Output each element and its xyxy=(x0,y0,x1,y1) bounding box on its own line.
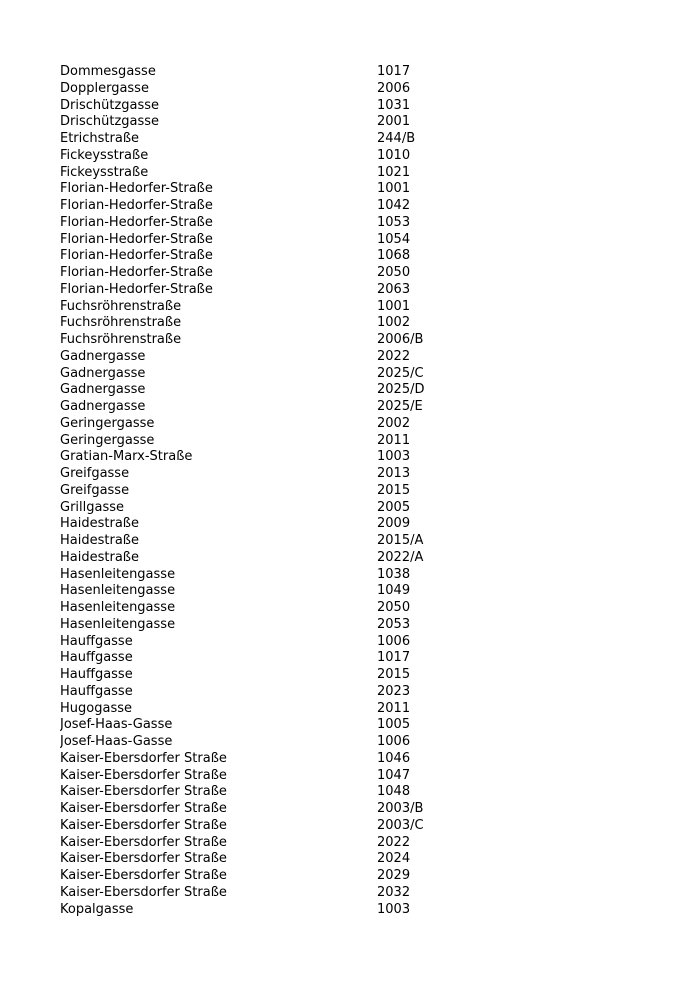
house-number-cell: 1021 xyxy=(377,164,411,180)
table-row xyxy=(60,349,660,366)
street-name-cell: Gratian-Marx-Straße xyxy=(60,449,193,465)
table-row xyxy=(60,165,660,182)
street-name-cell: Haidestraße xyxy=(60,516,139,532)
street-name-cell: Haidestraße xyxy=(60,533,139,548)
table-row xyxy=(60,902,660,919)
street-name-cell: Gadnergasse xyxy=(60,365,146,381)
table-row xyxy=(60,851,660,868)
house-number-cell: 2022 xyxy=(377,348,411,364)
street-name-cell: Fuchsröhrenstraße xyxy=(60,315,182,331)
table-row xyxy=(60,215,660,232)
house-number-cell: 2015 xyxy=(377,482,411,498)
street-name-cell: Hauffgasse xyxy=(60,667,133,682)
table-row xyxy=(60,717,660,734)
table-row xyxy=(60,634,660,651)
street-name-cell: Kaiser-Ebersdorfer Straße xyxy=(60,817,227,833)
table-row xyxy=(60,885,660,902)
table-row xyxy=(60,433,660,450)
house-number-cell: 1006 xyxy=(377,633,411,649)
street-name-cell: Kaiser-Ebersdorfer Straße xyxy=(60,784,227,800)
house-number-cell: 1017 xyxy=(377,64,411,79)
house-number-cell: 1049 xyxy=(377,583,411,599)
house-number-cell: 2032 xyxy=(377,884,411,900)
house-number-cell: 2006/B xyxy=(377,332,424,347)
table-row xyxy=(60,751,660,768)
table-row xyxy=(60,550,660,567)
house-number-cell: 1042 xyxy=(377,198,411,213)
table-row xyxy=(60,449,660,466)
street-name-cell: Kaiser-Ebersdorfer Straße xyxy=(60,750,227,766)
table-row xyxy=(60,181,660,198)
house-number-cell: 244/B xyxy=(377,131,416,146)
table-row xyxy=(60,315,660,332)
table-row xyxy=(60,516,660,533)
street-name-cell: Kaiser-Ebersdorfer Straße xyxy=(60,834,227,850)
house-number-cell: 2002 xyxy=(377,415,411,431)
table-row xyxy=(60,835,660,852)
house-number-cell: 1002 xyxy=(377,315,411,331)
house-number-cell: 1006 xyxy=(377,734,411,749)
table-row xyxy=(60,583,660,600)
house-number-cell: 1001 xyxy=(377,298,411,314)
street-name-cell: Florian-Hedorfer-Straße xyxy=(60,181,213,197)
street-name-cell: Geringergasse xyxy=(60,415,155,431)
table-row xyxy=(60,282,660,299)
table-row xyxy=(60,483,660,500)
table-row xyxy=(60,382,660,399)
street-name-cell: Greifgasse xyxy=(60,466,130,481)
house-number-cell: 2025/E xyxy=(377,399,423,414)
street-name-cell: Fickeysstraße xyxy=(60,164,149,180)
house-number-cell: 1048 xyxy=(377,784,411,800)
street-name-cell: Hasenleitengasse xyxy=(60,616,176,632)
house-number-cell: 2025/D xyxy=(377,382,425,398)
house-number-cell: 2015/A xyxy=(377,533,424,548)
table-row xyxy=(60,299,660,316)
table-row xyxy=(60,81,660,98)
table-row xyxy=(60,265,660,282)
street-name-cell: Geringergasse xyxy=(60,432,155,448)
house-number-cell: 2029 xyxy=(377,868,411,883)
street-name-cell: Hasenleitengasse xyxy=(60,600,176,615)
street-name-cell: Fickeysstraße xyxy=(60,147,149,163)
street-name-cell: Drischützgasse xyxy=(60,114,160,130)
house-number-cell: 1003 xyxy=(377,449,411,465)
house-number-cell: 1005 xyxy=(377,717,411,733)
street-name-cell: Gadnergasse xyxy=(60,399,146,414)
street-name-cell: Hasenleitengasse xyxy=(60,566,176,582)
table-row xyxy=(60,399,660,416)
house-number-cell: 1031 xyxy=(377,97,411,113)
street-name-cell: Hauffgasse xyxy=(60,683,133,699)
table-row xyxy=(60,701,660,718)
table-row xyxy=(60,366,660,383)
street-name-cell: Florian-Hedorfer-Straße xyxy=(60,281,213,297)
table-row xyxy=(60,734,660,751)
house-number-cell: 2005 xyxy=(377,499,411,515)
street-name-cell: Florian-Hedorfer-Straße xyxy=(60,265,213,280)
table-row xyxy=(60,500,660,517)
street-name-cell: Etrichstraße xyxy=(60,131,140,146)
street-name-cell: Kaiser-Ebersdorfer Straße xyxy=(60,868,227,883)
house-number-cell: 2022/A xyxy=(377,549,424,565)
house-number-cell: 2003/B xyxy=(377,801,424,816)
street-name-cell: Josef-Haas-Gasse xyxy=(60,717,173,733)
house-number-cell: 1054 xyxy=(377,231,411,247)
street-name-cell: Hasenleitengasse xyxy=(60,583,176,599)
house-number-cell: 2053 xyxy=(377,616,411,632)
street-name-cell: Grillgasse xyxy=(60,499,125,515)
house-number-cell: 2011 xyxy=(377,432,411,448)
street-name-cell: Fuchsröhrenstraße xyxy=(60,332,182,347)
house-number-cell: 1047 xyxy=(377,767,411,783)
street-name-cell: Hauffgasse xyxy=(60,650,133,666)
table-row xyxy=(60,416,660,433)
street-name-cell: Florian-Hedorfer-Straße xyxy=(60,248,213,264)
table-row xyxy=(60,617,660,634)
house-number-cell: 2025/C xyxy=(377,365,424,381)
house-number-cell: 2009 xyxy=(377,516,411,532)
house-number-cell: 1038 xyxy=(377,566,411,582)
table-row xyxy=(60,567,660,584)
street-name-cell: Gadnergasse xyxy=(60,348,146,364)
address-table xyxy=(60,64,660,918)
table-row xyxy=(60,466,660,483)
house-number-cell: 2023 xyxy=(377,683,411,699)
street-name-cell: Kaiser-Ebersdorfer Straße xyxy=(60,801,227,816)
street-name-cell: Kopalgasse xyxy=(60,901,134,917)
table-row xyxy=(60,667,660,684)
table-row xyxy=(60,868,660,885)
house-number-cell: 2024 xyxy=(377,851,411,867)
house-number-cell: 1001 xyxy=(377,181,411,197)
street-name-cell: Hauffgasse xyxy=(60,633,133,649)
table-row xyxy=(60,148,660,165)
table-row xyxy=(60,600,660,617)
house-number-cell: 2022 xyxy=(377,834,411,850)
table-row xyxy=(60,818,660,835)
table-row xyxy=(60,650,660,667)
street-name-cell: Kaiser-Ebersdorfer Straße xyxy=(60,851,227,867)
street-name-cell: Haidestraße xyxy=(60,549,139,565)
house-number-cell: 1017 xyxy=(377,650,411,666)
house-number-cell: 1053 xyxy=(377,214,411,230)
house-number-cell: 2015 xyxy=(377,667,411,682)
street-name-cell: Gadnergasse xyxy=(60,382,146,398)
table-row xyxy=(60,98,660,115)
street-name-cell: Kaiser-Ebersdorfer Straße xyxy=(60,884,227,900)
street-name-cell: Greifgasse xyxy=(60,482,130,498)
street-name-cell: Kaiser-Ebersdorfer Straße xyxy=(60,767,227,783)
table-row xyxy=(60,533,660,550)
table-row xyxy=(60,131,660,148)
house-number-cell: 2011 xyxy=(377,700,411,716)
house-number-cell: 2001 xyxy=(377,114,411,130)
house-number-cell: 1068 xyxy=(377,248,411,264)
table-row xyxy=(60,768,660,785)
street-name-cell: Dopplergasse xyxy=(60,80,149,96)
street-name-cell: Hugogasse xyxy=(60,700,132,716)
table-row xyxy=(60,232,660,249)
table-row xyxy=(60,114,660,131)
street-name-cell: Florian-Hedorfer-Straße xyxy=(60,198,213,213)
street-name-cell: Josef-Haas-Gasse xyxy=(60,734,173,749)
table-row xyxy=(60,64,660,81)
table-row xyxy=(60,784,660,801)
house-number-cell: 2063 xyxy=(377,281,411,297)
house-number-cell: 2006 xyxy=(377,80,411,96)
table-row xyxy=(60,198,660,215)
table-row xyxy=(60,684,660,701)
house-number-cell: 2050 xyxy=(377,600,411,615)
table-row xyxy=(60,332,660,349)
street-name-cell: Fuchsröhrenstraße xyxy=(60,298,182,314)
house-number-cell: 2050 xyxy=(377,265,411,280)
house-number-cell: 2013 xyxy=(377,466,411,481)
house-number-cell: 2003/C xyxy=(377,817,424,833)
table-row xyxy=(60,248,660,265)
house-number-cell: 1010 xyxy=(377,147,411,163)
street-name-cell: Dommesgasse xyxy=(60,64,156,79)
table-row xyxy=(60,801,660,818)
house-number-cell: 1046 xyxy=(377,750,411,766)
street-name-cell: Florian-Hedorfer-Straße xyxy=(60,214,213,230)
house-number-cell: 1003 xyxy=(377,901,411,917)
street-name-cell: Drischützgasse xyxy=(60,97,160,113)
street-name-cell: Florian-Hedorfer-Straße xyxy=(60,231,213,247)
